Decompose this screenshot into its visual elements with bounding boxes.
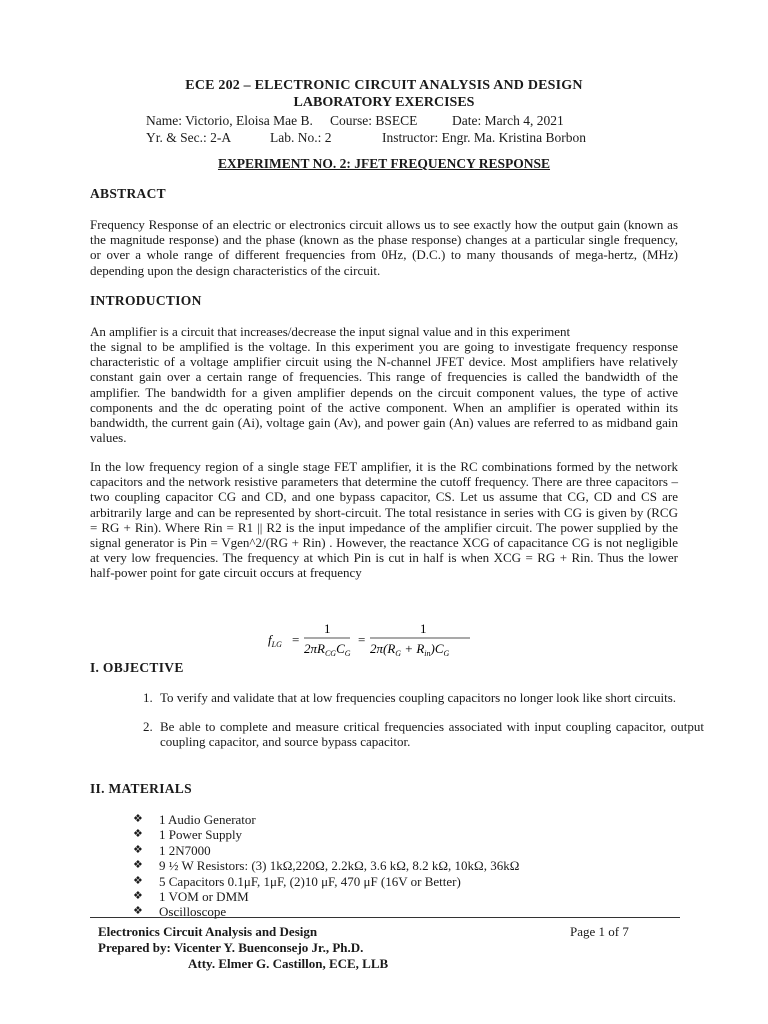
materials-list (133, 812, 519, 920)
list-item: ❖ 1 Power Supply (133, 827, 243, 843)
list-item: ❖ 9 ½ W Resistors: (3) 1kΩ,220Ω, 2.2kΩ, 3.6 kΩ, 8.2 kΩ, 10kΩ, 36kΩ (133, 858, 520, 874)
diamond-bullet-icon: ❖ (133, 859, 143, 872)
formula-denominator-2: $2\pi(R_G + R_{in})C_G$ (370, 641, 450, 658)
formula-equals-1: = (292, 632, 300, 647)
introduction-paragraph-2: In the low frequency region of a single stage FET amplifier, it is the RC combinations formed by the network capacitors and the network resistive parameters that determine the cutoff frequency. There are three capacitors – two coupling capacitor CG and CD, and one bypass capacitor, CS. Let us assume that CG, CD and CS are arbitrarily large and can be represented by short-circuit. The total resistance in series with CG is given by (RCG = RG + Rin). Where Rin = R1 || R2 is the input impedance of the amplifier circuit. The power supplied by the signal generator is Pin = Vgen^2/(RG + Rin) . However, the reactance XCG of capacitance CG is not negligible at very low frequencies. The frequency at which Pin is cut in half is when XCG = RG + Rin. Thus the lower half-power point for gate circuit occurs at frequency (90, 459, 678, 581)
objective-item: 2. Be able to complete and measure critical frequencies associated with input coupling capacitor, output coupling capacitor, and source bypass capacitor. (156, 719, 704, 749)
diamond-bullet-icon: ❖ (133, 874, 143, 887)
abstract-heading: ABSTRACT (90, 186, 166, 201)
diamond-bullet-icon: ❖ (133, 905, 143, 918)
year-section: Yr. & Sec.: 2-A (146, 130, 232, 145)
diamond-bullet-icon: ❖ (133, 813, 143, 825)
formula-denominator-1: $2\pi R_{CG}C_G$ (304, 641, 351, 658)
instructor: Instructor: Engr. Ma. Kristina Borbon (382, 130, 586, 145)
introduction-heading: INTRODUCTION (90, 293, 202, 308)
formula-lhs: $f_{LG}$ (268, 632, 282, 649)
lab-number: Lab. No.: 2 (270, 130, 332, 145)
course-title: ECE 202 – ELECTRONIC CIRCUIT ANALYSIS AND DESIGN (185, 78, 583, 93)
introduction-paragraph-1: the signal to be amplified is the voltage. In this experiment you are going to investigate frequency response characteristic of a voltage amplifier circuit using the N-channel JFET device. Most amplifiers have relatively constant gain over a certain range of frequencies. This range of frequencies is called the bandwidth of the amplifier. The bandwidth for a given amplifier depends on the circuit component values, the type of active components and the dc operating point of the active component. When an amplifier is operated within its bandwidth, the current gain (Ai), voltage gain (Av), and power gain (An) values are referred to as midband gain values. (90, 339, 678, 446)
document-subtitle: LABORATORY EXERCISES (293, 95, 475, 110)
formula-svg (268, 622, 488, 656)
formula-equals-2: = (358, 632, 366, 647)
diamond-bullet-icon: ❖ (133, 843, 143, 856)
course: Course: BSECE (330, 113, 418, 128)
list-item: ❖ Oscilloscope (133, 904, 227, 920)
prepared-by-line-1: Prepared by: Vicenter Y. Buenconsejo Jr., Ph.D. (98, 940, 364, 955)
date: Date: March 4, 2021 (452, 113, 564, 128)
student-name: Name: Victorio, Eloisa Mae B. (146, 113, 313, 128)
list-item: ❖ 1 2N7000 (133, 842, 211, 858)
list-item: ❖ 5 Capacitors 0.1μF, 1μF, (2)10 μF, 470 μF (16V or Better) (133, 873, 461, 889)
experiment-title: EXPERIMENT NO. 2: JFET FREQUENCY RESPONSE (217, 156, 551, 171)
page-number: Page 1 of 7 (570, 924, 629, 939)
objective-list (130, 690, 704, 764)
formula-numerator-1: 1 (324, 621, 331, 636)
formula-numerator-2: 1 (420, 621, 427, 636)
objective-item: 1. To verify and validate that at low frequencies coupling capacitors no longer look like short circuits. (156, 690, 704, 705)
diamond-bullet-icon: ❖ (133, 890, 143, 903)
introduction-line-1: An amplifier is a circuit that increases/decrease the input signal value and in this experiment (90, 324, 571, 339)
footer-course: Electronics Circuit Analysis and Design (98, 924, 318, 939)
footer-divider (90, 917, 680, 918)
list-item: ❖ 1 VOM or DMM (133, 889, 249, 905)
materials-heading: II. MATERIALS (90, 781, 192, 796)
cutoff-frequency-formula (268, 622, 488, 656)
list-item: ❖ 1 Audio Generator (133, 812, 256, 827)
objective-heading: I. OBJECTIVE (90, 660, 184, 675)
prepared-by-line-2: Atty. Elmer G. Castillon, ECE, LLB (188, 956, 389, 971)
diamond-bullet-icon: ❖ (133, 828, 143, 841)
abstract-text: Frequency Response of an electric or electronics circuit allows us to see exactly how the output gain (known as the magnitude response) and the phase (known as the phase response) changes at a particular single frequency, or over a whole range of different frequencies from 0Hz, (D.C.) to many thousands of mega-hertz, (MHz) depending upon the design characteristics of the circuit. (90, 217, 678, 278)
